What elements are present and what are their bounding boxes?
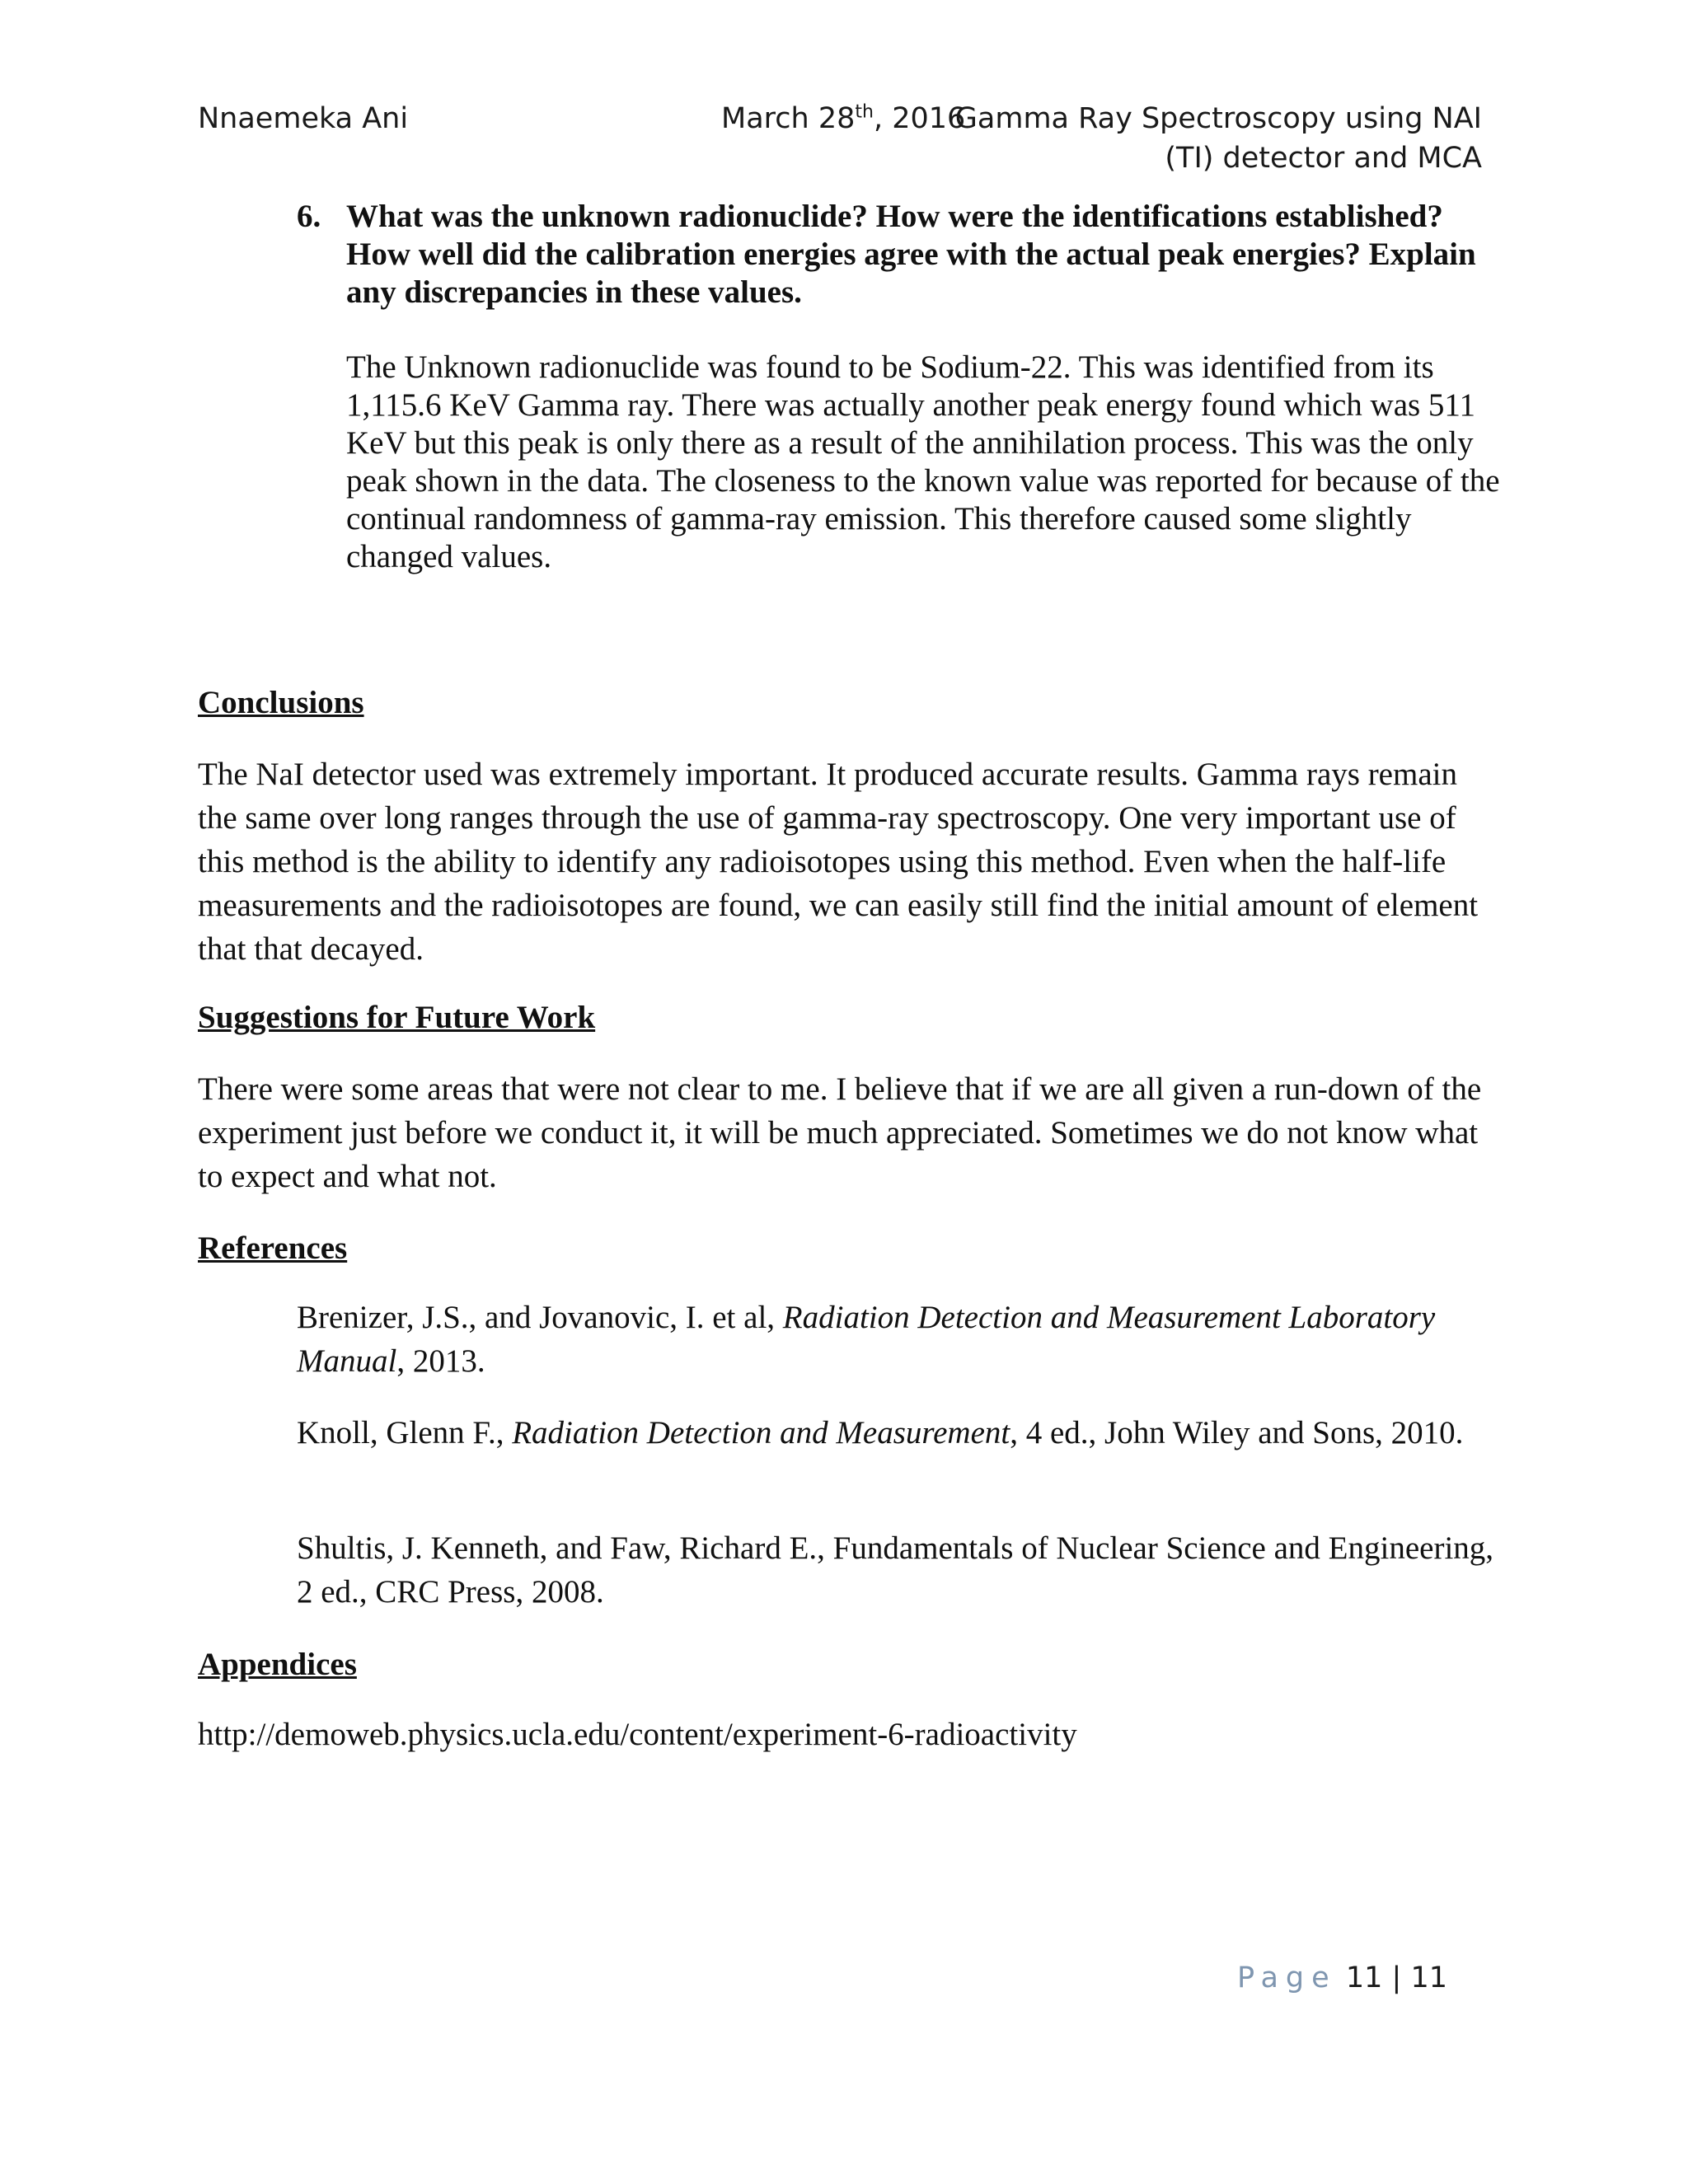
- question-number: 6.: [297, 199, 321, 234]
- page-footer: [1237, 1961, 1447, 1994]
- reference-text: Knoll, Glenn F.,: [297, 1415, 513, 1451]
- reference-item: [297, 1411, 1500, 1455]
- reference-text: , 2013.: [396, 1343, 485, 1379]
- header-author: Nnaemeka Ani: [198, 102, 409, 135]
- appendices-link[interactable]: http://demoweb.physics.ucla.edu/content/experiment-6-radioactivity: [198, 1717, 1077, 1752]
- question-text: What was the unknown radionuclide? How were the identifications established? How well did the calibration energies agree with the actual peak energies? Explain any discrepancies in these values.: [346, 199, 1476, 310]
- reference-title: Radiation Detection and Measurement: [512, 1415, 1010, 1451]
- header-date-sup: th: [855, 101, 874, 123]
- future-work-heading: Suggestions for Future Work: [198, 1000, 596, 1035]
- header-date-prefix: March 28: [721, 102, 856, 135]
- header-date-suffix: , 2016: [873, 102, 966, 135]
- appendices-heading: Appendices: [198, 1647, 357, 1682]
- reference-title: Radiation Detection and Measurement Laboratory Manual: [297, 1300, 1436, 1379]
- header-title-line2: (TI) detector and MCA: [1165, 142, 1482, 175]
- footer-separator: |: [1391, 1961, 1402, 1994]
- references-heading: References: [198, 1230, 348, 1266]
- footer-page-label: Page: [1236, 1961, 1337, 1994]
- header-date: [721, 99, 965, 138]
- reference-text: , 4 ed., John Wiley and Sons, 2010.: [1010, 1415, 1464, 1451]
- conclusions-heading: Conclusions: [198, 685, 364, 720]
- question-answer: The Unknown radionuclide was found to be Sodium-22. This was identified from its 1,115.6 KeV Gamma ray. There was actually another peak energy found which was 511 KeV but this peak is only there as a result of the annihilation process. This was the only peak shown in the data. The closeness to the known value was reported for because of the continual randomness of gamma-ray emission. This therefore caused some slightly changed values.: [346, 349, 1500, 574]
- future-work-text: There were some areas that were not clear to me. I believe that if we are all given a run-down of the experiment just before we conduct it, it will be much appreciated. Sometimes we do not know what to expect and what not.: [198, 1071, 1482, 1194]
- footer-total-pages: 11: [1410, 1961, 1447, 1994]
- question-6: [297, 198, 1500, 312]
- header-title-line1: Gamma Ray Spectroscopy using NAI: [954, 102, 1482, 135]
- footer-current-page: 11: [1345, 1961, 1383, 1994]
- reference-text: Brenizer, J.S., and Jovanovic, I. et al,: [297, 1300, 783, 1335]
- conclusions-text: The NaI detector used was extremely important. It produced accurate results. Gamma rays remain the same over long ranges through the use of gamma-ray spectroscopy. One very important use of this method is the ability to identify any radioisotopes using this method. Even when the half-life measurements and the radioisotopes are found, we can easily still find the initial amount of element that that decayed.: [198, 757, 1479, 967]
- reference-item: [297, 1296, 1500, 1383]
- reference-item: [297, 1526, 1500, 1614]
- reference-text: Shultis, J. Kenneth, and Faw, Richard E., Fundamentals of Nuclear Science and Engineering, 2 ed., CRC Press, 2008.: [297, 1530, 1494, 1610]
